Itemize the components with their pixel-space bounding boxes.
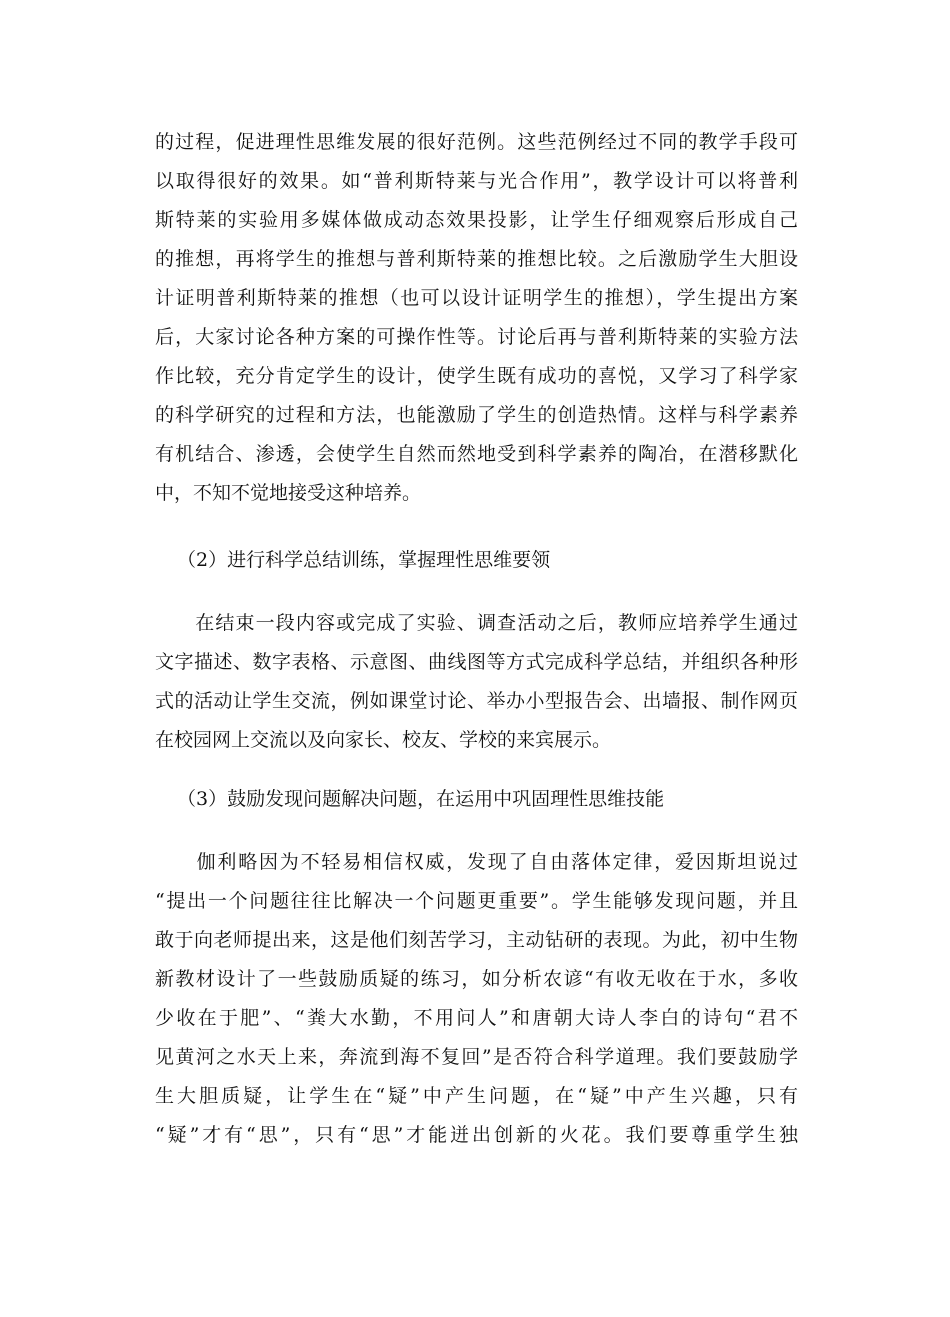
section-heading-2: [177, 541, 820, 580]
paragraph-line: 的推想，再将学生的推想与普利斯特莱的推想比较。之后激励学生大胆设: [155, 248, 798, 270]
paragraph-line: 中，不知不觉地接受这种培养。: [155, 482, 422, 504]
paragraph-line: 有机结合、渗透，会使学生自然而然地受到科学素养的陶冶，在潜移默化: [155, 443, 798, 465]
paragraph-2: [155, 604, 798, 760]
paragraph-line: 见黄河之水天上来，奔流到海不复回”是否符合科学道理。我们要鼓励学: [155, 1046, 798, 1068]
paragraph-line: 新教材设计了一些鼓励质疑的练习，如分析农谚“有收无收在于水，多收: [155, 968, 798, 990]
paragraph-1: [155, 123, 798, 513]
section-heading-text: （3）鼓励发现问题解决问题，在运用中巩固理性思维技能: [177, 788, 665, 810]
paragraph-line: “提出一个问题往往比解决一个问题更重要”。学生能够发现问题，并且: [155, 890, 798, 912]
section-heading-text: （2）进行科学总结训练，掌握理性思维要领: [177, 549, 551, 571]
paragraph-line: 计证明普利斯特莱的推想（也可以设计证明学生的推想），学生提出方案: [155, 287, 798, 309]
paragraph-line: 敢于向老师提出来，这是他们刻苦学习，主动钻研的表现。为此，初中生物: [155, 929, 798, 951]
paragraph-line: 生大胆质疑，让学生在“疑”中产生问题，在“疑”中产生兴趣，只有: [155, 1085, 798, 1107]
paragraph-line: 后，大家讨论各种方案的可操作性等。讨论后再与普利斯特莱的实验方法: [155, 326, 798, 348]
paragraph-line: 式的活动让学生交流，例如课堂讨论、举办小型报告会、出墙报、制作网页: [155, 690, 798, 712]
section-heading-3: [177, 780, 820, 819]
paragraph-line: 在结束一段内容或完成了实验、调查活动之后，教师应培养学生通过: [155, 612, 798, 634]
paragraph-line: 在校园网上交流以及向家长、校友、学校的来宾展示。: [155, 729, 612, 751]
paragraph-line: “疑”才有“思”，只有“思”才能迸出创新的火花。我们要尊重学生独: [155, 1124, 798, 1146]
paragraph-line: 的过程，促进理性思维发展的很好范例。这些范例经过不同的教学手段可: [155, 131, 798, 153]
paragraph-line: 文字描述、数字表格、示意图、曲线图等方式完成科学总结，并组织各种形: [155, 651, 798, 673]
paragraph-line: 伽利略因为不轻易相信权威，发现了自由落体定律，爱因斯坦说过: [155, 851, 798, 873]
paragraph-line: 作比较，充分肯定学生的设计，使学生既有成功的喜悦，又学习了科学家: [155, 365, 798, 387]
paragraph-line: 以取得很好的效果。如“普利斯特莱与光合作用”，教学设计可以将普利: [155, 170, 798, 192]
paragraph-line: 的科学研究的过程和方法，也能激励了学生的创造热情。这样与科学素养: [155, 404, 798, 426]
paragraph-line: 斯特莱的实验用多媒体做成动态效果投影，让学生仔细观察后形成自己: [155, 209, 798, 231]
paragraph-3: [155, 843, 798, 1155]
paragraph-line: 少收在于肥”、“粪大水勤，不用问人”和唐朝大诗人李白的诗句“君不: [155, 1007, 798, 1029]
